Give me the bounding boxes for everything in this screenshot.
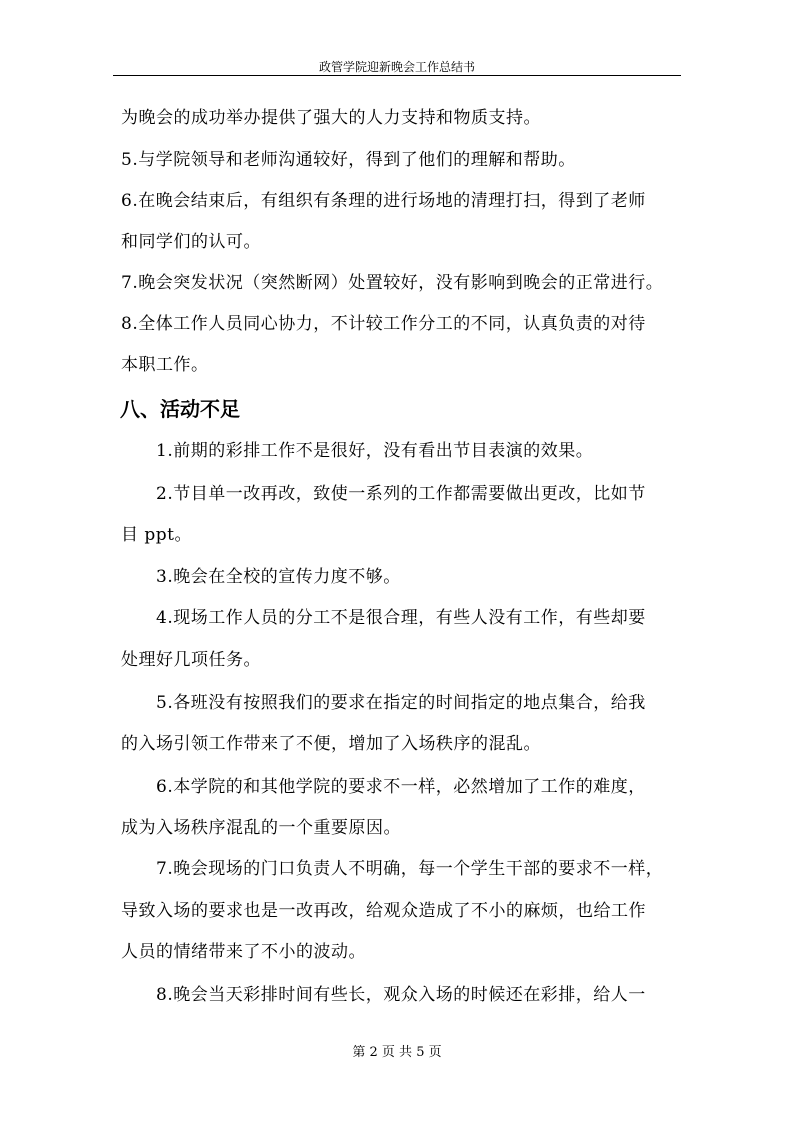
list-item: 2.节目单一改再改，致使一系列的工作都需要做出更改，比如节 — [156, 484, 646, 504]
body-line: 导致入场的要求也是一改再改，给观众造成了不小的麻烦，也给工作 — [121, 901, 646, 921]
list-item: 4.现场工作人员的分工不是很合理，有些人没有工作，有些却要 — [156, 608, 646, 628]
body-line: 目 ppt。 — [121, 525, 192, 545]
body-line: 本职工作。 — [121, 355, 209, 375]
body-line: 6.在晚会结束后，有组织有条理的进行场地的清理打扫，得到了老师 — [121, 191, 646, 211]
body-line: 7.晚会突发状况（突然断网）处置较好，没有影响到晚会的正常进行。 — [121, 273, 664, 293]
page-number: 第 2 页 共 5 页 — [352, 1045, 442, 1060]
body-line: 8.全体工作人员同心协力，不计较工作分工的不同，认真负责的对待 — [121, 314, 646, 334]
header-rule — [113, 75, 681, 76]
body-line: 人员的情绪带来了不小的波动。 — [121, 942, 366, 962]
list-item: 3.晚会在全校的宣传力度不够。 — [156, 567, 401, 587]
list-item: 5.各班没有按照我们的要求在指定的时间指定的地点集合，给我 — [156, 693, 646, 713]
body-line: 的入场引领工作带来了不便，增加了入场秩序的混乱。 — [121, 734, 541, 754]
list-item: 8.晚会当天彩排时间有些长，观众入场的时候还在彩排，给人一 — [156, 985, 646, 1005]
list-item: 1.前期的彩排工作不是很好，没有看出节目表演的效果。 — [156, 441, 594, 461]
body-line: 处理好几项任务。 — [121, 650, 261, 670]
body-line: 为晚会的成功举办提供了强大的人力支持和物质支持。 — [121, 108, 541, 128]
list-item: 6.本学院的和其他学院的要求不一样，必然增加了工作的难度， — [156, 777, 646, 797]
body-line: 5.与学院领导和老师沟通较好，得到了他们的理解和帮助。 — [121, 150, 576, 170]
body-line: 成为入场秩序混乱的一个重要原因。 — [121, 818, 401, 838]
section-heading: 八、活动不足 — [120, 397, 240, 421]
body-line: 和同学们的认可。 — [121, 232, 261, 252]
page-header-title: 政管学院迎新晚会工作总结书 — [318, 60, 475, 74]
list-item: 7.晚会现场的门口负责人不明确，每一个学生干部的要求不一样， — [156, 859, 664, 879]
